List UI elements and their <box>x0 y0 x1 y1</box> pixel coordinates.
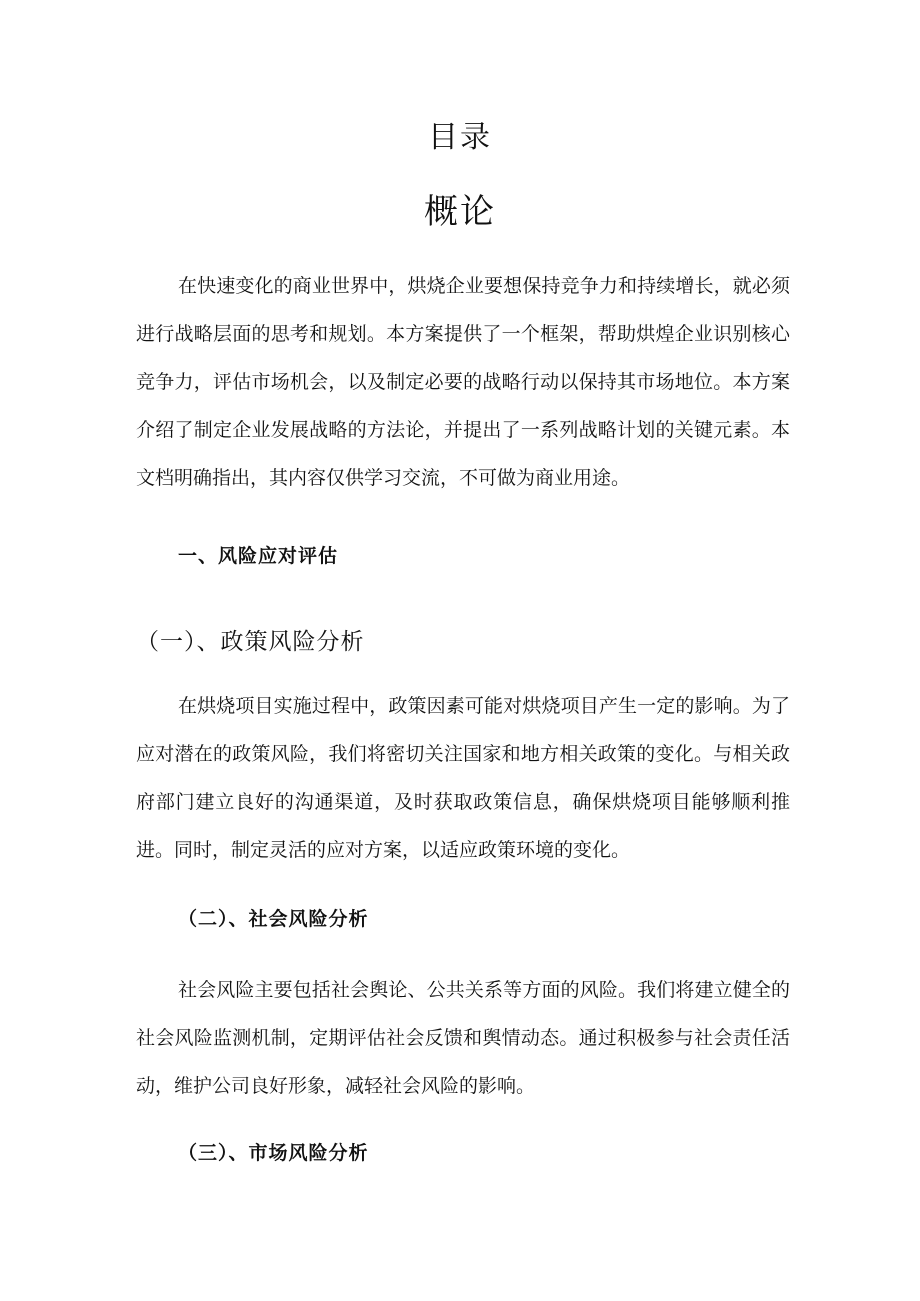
subsection-1-paragraph: 在烘烧项目实施过程中，政策因素可能对烘烧项目产生一定的影响。为了应对潜在的政策风险，我们将密切关注国家和地方相关政策的变化。与相关政府部门建立良好的沟通渠道，及时获取政策信息，确保烘烧项目能够顺利推进。同时，制定灵活的应对方案，以适应政策环境的变化。 <box>136 695 790 861</box>
intro-paragraph: 在快速变化的商业世界中，烘烧企业要想保持竞争力和持续增长，就必须进行战略层面的思考和规划。本方案提供了一个框架，帮助烘煌企业识别核心竞争力，评估市场机会，以及制定必要的战略行动以保持其市场地位。本方案介绍了制定企业发展战略的方法论，并提出了一系列战略计划的关键元素。本文档明确指出，其内容仅供学习交流，不可做为商业用途。 <box>136 275 790 489</box>
subsection-2-heading: （二）、社会风险分析 <box>178 908 369 930</box>
subsection-1-heading: （一）、政策风险分析 <box>136 629 365 655</box>
subsection-2-paragraph: 社会风险主要包括社会舆论、公共关系等方面的风险。我们将建立健全的社会风险监测机制，定期评估社会反馈和舆情动态。通过积极参与社会责任活动，维护公司良好形象，减轻社会风险的影响。 <box>136 979 790 1097</box>
subsection-3-heading: （三）、市场风险分析 <box>178 1142 369 1164</box>
section-1-heading: 一、风险应对评估 <box>178 545 339 567</box>
chapter-title: 概论 <box>424 192 496 232</box>
toc-title: 目录 <box>428 120 492 155</box>
